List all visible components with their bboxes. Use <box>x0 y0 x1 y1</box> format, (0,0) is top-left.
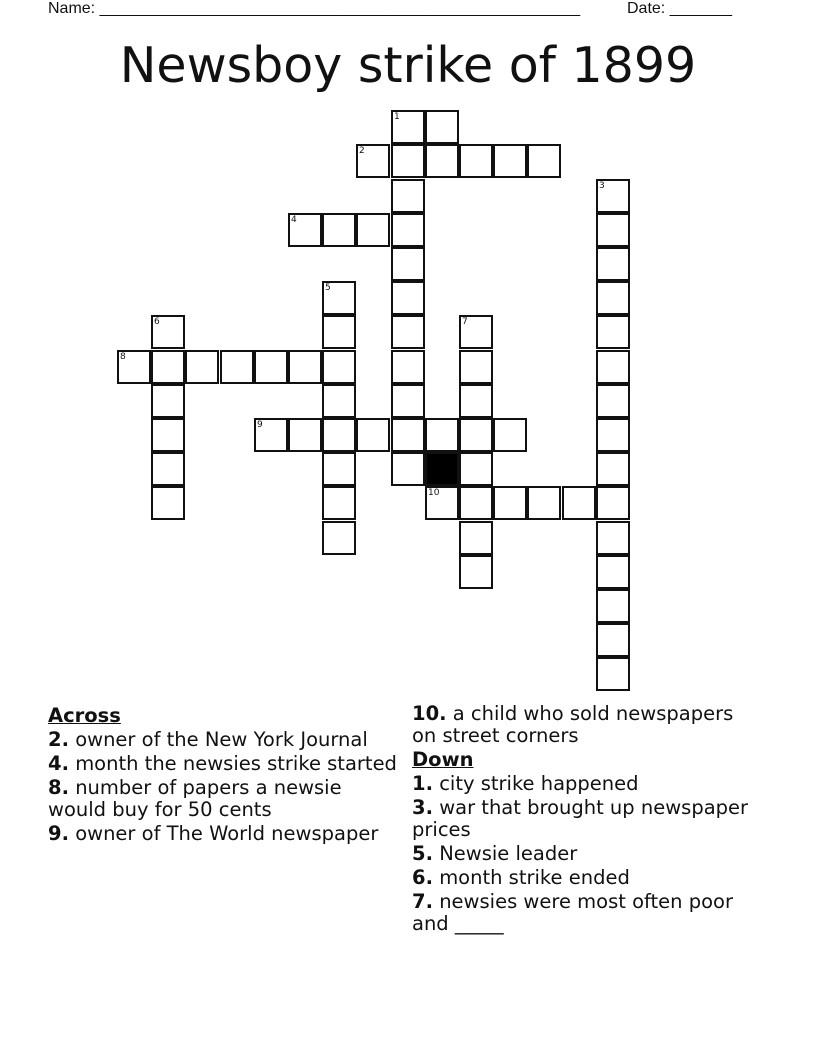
grid-cell[interactable] <box>254 418 288 452</box>
across-heading: Across <box>48 704 121 727</box>
clue-text: newsies were most often poor and _____ <box>412 890 733 935</box>
grid-cell[interactable] <box>288 350 322 384</box>
grid-cell[interactable] <box>596 657 630 691</box>
cell-number: 9 <box>257 420 263 430</box>
grid-cell[interactable] <box>391 384 425 418</box>
clue-down-1 <box>412 773 762 795</box>
grid-cell[interactable] <box>596 384 630 418</box>
grid-cell[interactable] <box>322 213 356 247</box>
grid-cell[interactable] <box>151 486 185 520</box>
grid-cell[interactable] <box>596 555 630 589</box>
grid-cell[interactable] <box>596 486 630 520</box>
clue-text: city strike happened <box>439 772 639 795</box>
grid-cell[interactable] <box>459 452 493 486</box>
grid-cell[interactable] <box>151 384 185 418</box>
grid-cell[interactable] <box>596 213 630 247</box>
grid-cell[interactable] <box>322 281 356 315</box>
clue-text: owner of The World newspaper <box>75 822 379 845</box>
grid-cell[interactable] <box>322 315 356 349</box>
clue-across-10 <box>412 703 762 747</box>
grid-cell[interactable] <box>425 144 459 178</box>
grid-cell[interactable] <box>493 486 527 520</box>
clues-right-column <box>412 703 762 937</box>
cell-number: 7 <box>462 317 468 327</box>
grid-cell[interactable] <box>527 144 561 178</box>
grid-cell[interactable] <box>322 521 356 555</box>
grid-cell[interactable] <box>493 418 527 452</box>
clue-number: 7. <box>412 890 433 913</box>
grid-cell[interactable] <box>596 281 630 315</box>
clue-number: 3. <box>412 796 433 819</box>
clue-text: number of papers a newsie would buy for 50 cents <box>48 776 342 821</box>
clue-text: month strike ended <box>439 866 630 889</box>
grid-cell[interactable] <box>185 350 219 384</box>
grid-cell[interactable] <box>356 213 390 247</box>
grid-cell[interactable] <box>288 213 322 247</box>
date-field-label: Date: _______ <box>627 0 732 17</box>
grid-cell[interactable] <box>391 452 425 486</box>
clue-text: month the newsies strike started <box>75 752 397 775</box>
grid-cell[interactable] <box>596 521 630 555</box>
down-heading: Down <box>412 748 474 771</box>
cell-number: 10 <box>428 488 440 498</box>
clue-down-7 <box>412 891 762 935</box>
grid-cell[interactable] <box>151 418 185 452</box>
clue-text: Newsie leader <box>439 842 578 865</box>
grid-cell[interactable] <box>391 144 425 178</box>
grid-cell[interactable] <box>459 384 493 418</box>
grid-cell[interactable] <box>596 315 630 349</box>
cell-number: 2 <box>359 146 365 156</box>
grid-cell[interactable] <box>391 247 425 281</box>
clue-text: owner of the New York Journal <box>75 728 368 751</box>
grid-cell[interactable] <box>151 315 185 349</box>
clue-across-8 <box>48 777 398 821</box>
grid-cell[interactable] <box>151 452 185 486</box>
grid-cell[interactable] <box>425 486 459 520</box>
clue-number: 9. <box>48 822 69 845</box>
clue-number: 8. <box>48 776 69 799</box>
grid-cell[interactable] <box>322 452 356 486</box>
grid-cell[interactable] <box>596 350 630 384</box>
clue-text: a child who sold newspapers on street corners <box>412 702 734 747</box>
grid-cell[interactable] <box>459 486 493 520</box>
grid-cell[interactable] <box>493 144 527 178</box>
clue-number: 10. <box>412 702 447 725</box>
grid-cell[interactable] <box>220 350 254 384</box>
grid-cell[interactable] <box>391 418 425 452</box>
grid-cell[interactable] <box>527 486 561 520</box>
grid-cell[interactable] <box>596 589 630 623</box>
cell-number: 1 <box>394 112 400 122</box>
clue-number: 5. <box>412 842 433 865</box>
grid-cell[interactable] <box>391 281 425 315</box>
grid-cell[interactable] <box>322 418 356 452</box>
grid-cell[interactable] <box>322 384 356 418</box>
clue-number: 6. <box>412 866 433 889</box>
grid-cell[interactable] <box>254 350 288 384</box>
clue-number: 1. <box>412 772 433 795</box>
grid-cell[interactable] <box>459 315 493 349</box>
grid-cell[interactable] <box>391 179 425 213</box>
grid-cell[interactable] <box>117 350 151 384</box>
clue-across-4 <box>48 753 398 775</box>
grid-cell[interactable] <box>356 418 390 452</box>
clue-down-6 <box>412 867 762 889</box>
grid-cell[interactable] <box>151 350 185 384</box>
clue-down-5 <box>412 843 762 865</box>
grid-cell[interactable] <box>459 144 493 178</box>
name-field-label: Name: ______________________________________________________ <box>48 0 581 17</box>
clue-text: war that brought up newspaper prices <box>412 796 749 841</box>
clue-down-3 <box>412 797 762 841</box>
grid-cell[interactable] <box>425 110 459 144</box>
cell-number: 4 <box>291 215 297 225</box>
grid-cell[interactable] <box>391 350 425 384</box>
grid-block <box>425 452 459 486</box>
cell-number: 5 <box>325 283 331 293</box>
grid-cell[interactable] <box>596 247 630 281</box>
puzzle-title: Newsboy strike of 1899 <box>119 37 697 94</box>
clue-number: 4. <box>48 752 69 775</box>
clue-across-2 <box>48 729 398 751</box>
grid-cell[interactable] <box>459 521 493 555</box>
clue-number: 2. <box>48 728 69 751</box>
grid-cell[interactable] <box>459 350 493 384</box>
grid-cell[interactable] <box>391 110 425 144</box>
grid-cell[interactable] <box>596 623 630 657</box>
grid-cell[interactable] <box>391 213 425 247</box>
clues-left-column <box>48 703 398 847</box>
grid-cell[interactable] <box>596 452 630 486</box>
grid-cell[interactable] <box>356 144 390 178</box>
cell-number: 6 <box>154 317 160 327</box>
cell-number: 8 <box>120 352 126 362</box>
grid-cell[interactable] <box>562 486 596 520</box>
clue-across-9 <box>48 823 398 845</box>
grid-cell[interactable] <box>322 350 356 384</box>
cell-number: 3 <box>599 181 605 191</box>
grid-cell[interactable] <box>596 179 630 213</box>
grid-cell[interactable] <box>322 486 356 520</box>
grid-cell[interactable] <box>425 418 459 452</box>
grid-cell[interactable] <box>459 555 493 589</box>
grid-cell[interactable] <box>288 418 322 452</box>
grid-cell[interactable] <box>596 418 630 452</box>
grid-cell[interactable] <box>459 418 493 452</box>
grid-cell[interactable] <box>391 315 425 349</box>
